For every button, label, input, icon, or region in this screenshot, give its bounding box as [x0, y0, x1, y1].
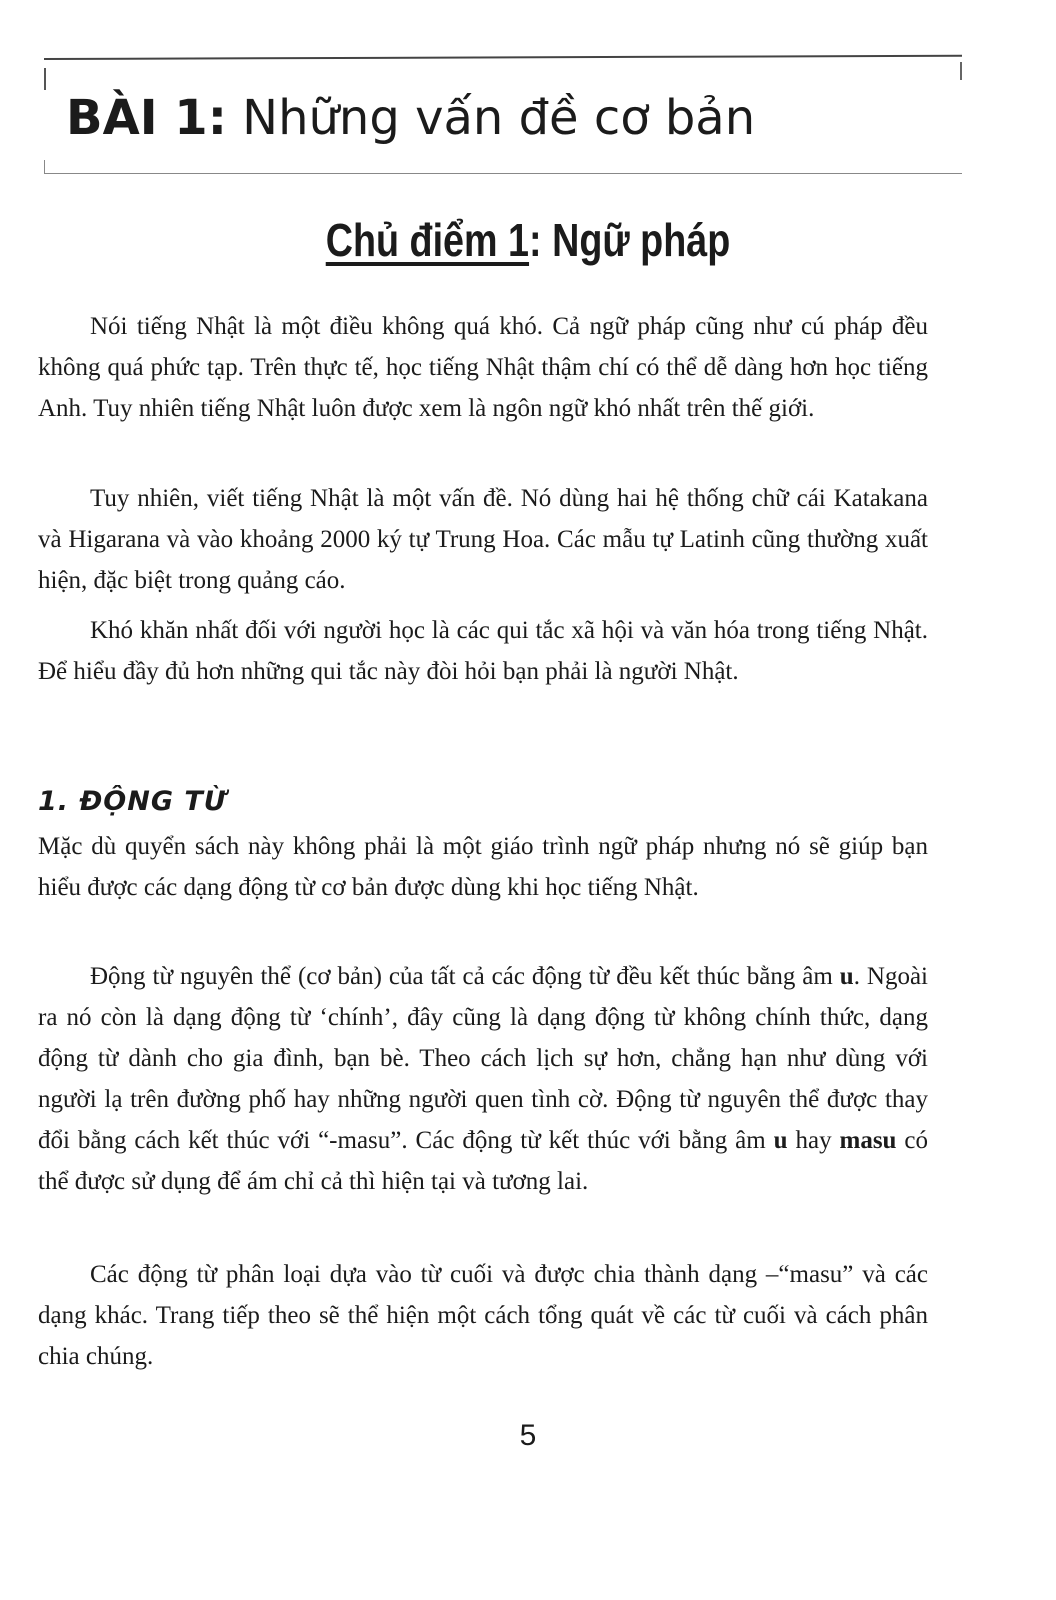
verbs-p2-text-3: hay — [787, 1127, 840, 1154]
frame-bottom-border — [44, 173, 962, 174]
verbs-paragraph-2 — [38, 956, 928, 1202]
frame-left-tick — [44, 68, 46, 90]
intro-paragraph-3: Khó khăn nhất đối với người học là các qui tắc xã hội và văn hóa trong tiếng Nhật. Để hiểu đầy đủ hơn những qui tắc này đòi hỏi bạn phải là người Nhật. — [38, 617, 928, 685]
topic-name: : Ngữ pháp — [529, 214, 731, 266]
topic-title — [95, 208, 961, 272]
lesson-name: Những vấn đề cơ bản — [226, 90, 756, 146]
verbs-paragraph-3: Các động từ phân loại dựa vào từ cuối và được chia thành dạng –“masu” và các dạng khác. Trang tiếp theo sẽ thể hiện một cách tổng quát về các từ cuối và cách phân chia chúng. — [38, 1261, 928, 1370]
lesson-number: BÀI 1: — [66, 90, 227, 146]
frame-bottom-left-tick — [44, 160, 45, 174]
verbs-p2-bold-u-2: u — [773, 1127, 788, 1154]
page-number: 5 — [519, 1419, 537, 1452]
frame-right-tick — [960, 62, 962, 80]
verbs-p2-text-4: có thể được sử dụng để ám chỉ cả thì hiện tại và tương lai. — [38, 1127, 928, 1195]
verbs-paragraph-1: Mặc dù quyển sách này không phải là một giáo trình ngữ pháp nhưng nó sẽ giúp bạn hiểu được các dạng động từ cơ bản được dùng khi học tiếng Nhật. — [38, 833, 928, 901]
intro-paragraph-1: Nói tiếng Nhật là một điều không quá khó. Cả ngữ pháp cũng như cú pháp đều không quá phức tạp. Trên thực tế, học tiếng Nhật thậm chí có thể dễ dàng hơn học tiếng Anh. Tuy nhiên tiếng Nhật luôn được xem là ngôn ngữ khó nhất trên thế giới. — [38, 313, 928, 422]
frame-top-border — [44, 55, 962, 60]
intro-paragraph-2: Tuy nhiên, viết tiếng Nhật là một vấn đề. Nó dùng hai hệ thống chữ cái Katakana và Higarana và vào khoảng 2000 ký tự Trung Hoa. Các mẫu tự Latinh cũng thường xuất hiện, đặc biệt trong quảng cáo. — [38, 485, 928, 594]
verbs-p2-bold-masu: masu — [839, 1127, 897, 1154]
verbs-p2-bold-u-1: u — [839, 963, 854, 990]
verbs-p2-text-2: . Ngoài ra nó còn là dạng động từ ‘chính’, đây cũng là dạng động từ không chính thức, dạng động từ dành cho gia đình, bạn bè. Theo cách lịch sự hơn, chẳng hạn như dùng với người lạ trên đường phố hay những người quen tình cờ. Động từ nguyên thể được thay đổi bằng cách kết thúc với “-masu”. Các động từ kết thúc với bằng âm — [38, 963, 928, 1154]
topic-number: Chủ điểm 1 — [325, 214, 530, 266]
lesson-title — [66, 88, 946, 148]
verbs-p2-text-1: Động từ nguyên thể (cơ bản) của tất cả các động từ đều kết thúc bằng âm — [90, 963, 840, 990]
section-heading-verbs: 1. ĐỘNG TỪ — [38, 786, 227, 817]
